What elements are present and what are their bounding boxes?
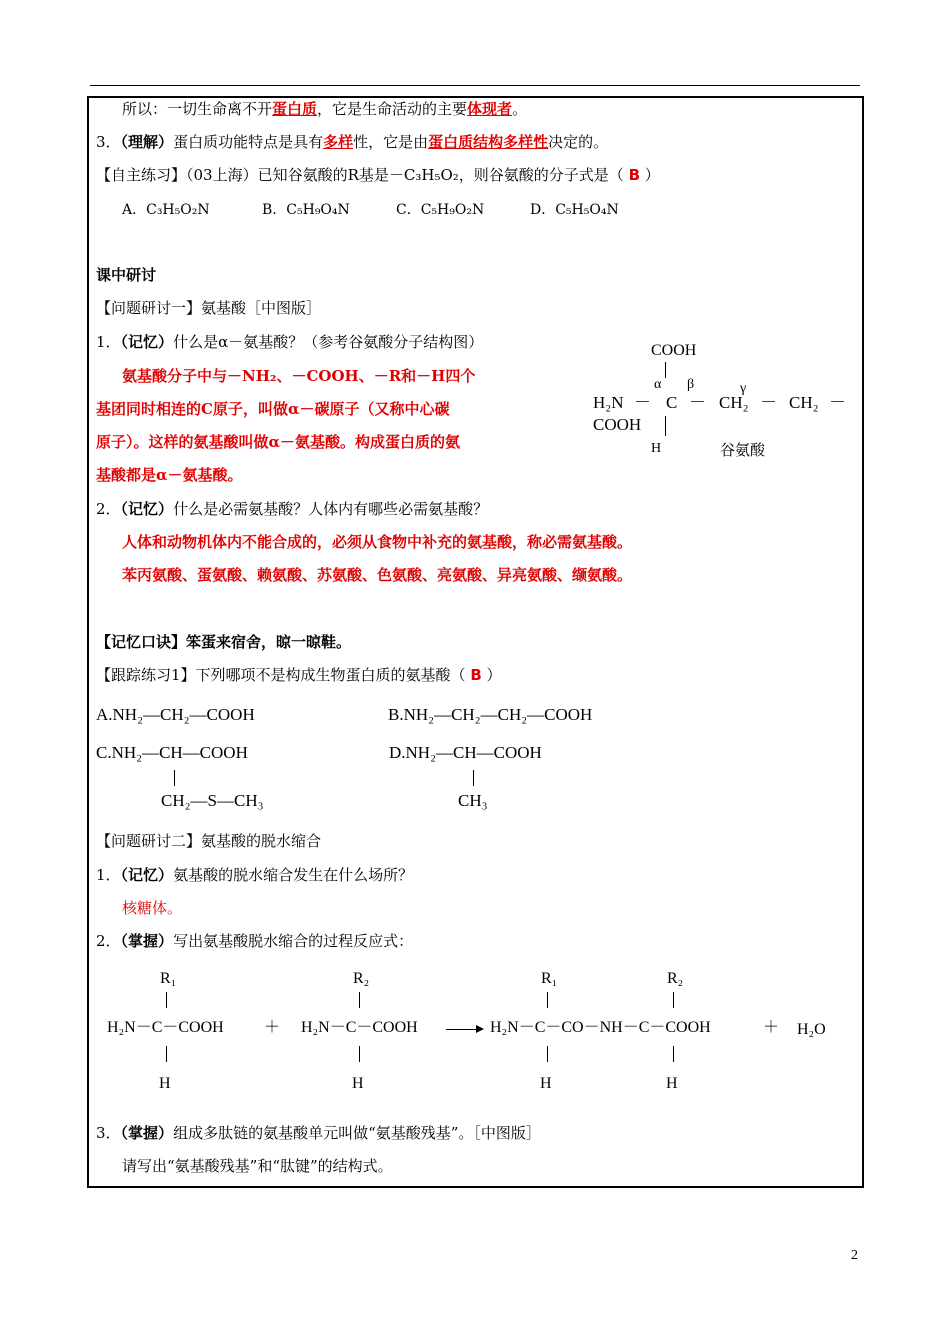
topic1-a1-line-3: 原子）。这样的氨基酸叫做α－氨基酸。构成蛋白质的氨 — [96, 433, 461, 451]
topic2-q3-line-2: 请写出“氨基酸残基”和“肽键”的结构式。 — [122, 1157, 393, 1175]
structure-dash: － — [634, 393, 651, 412]
structure-bond-top — [665, 362, 666, 378]
topic1-heading: 【问题研讨一】氨基酸［中图版］ — [96, 299, 322, 317]
reaction-bond — [166, 1046, 167, 1062]
topic1-a1-line-1: 氨基酸分子中与－NH₂、－COOH、－R和－H四个 — [122, 367, 476, 385]
topic2-q3: 3．（掌握）组成多肽链的氨基酸单元叫做“氨基酸残基”。［中图版］ — [96, 1124, 541, 1142]
topic1-a2-line-1: 人体和动物机体内不能合成的，必须从食物中补充的氨基酸，称必需氨基酸。 — [122, 533, 633, 551]
structure-hydrogen: H — [651, 441, 662, 456]
structure-bond-bottom — [665, 416, 666, 436]
structure-gamma: γ — [740, 381, 747, 396]
structure-cooh-end: COOH — [593, 415, 642, 434]
reaction-r1-right: R₁ — [541, 970, 558, 987]
track-exercise-question: 【跟踪练习1】下列哪项不是构成生物蛋白质的氨基酸（ B ） — [96, 666, 502, 684]
reaction-bond — [166, 992, 167, 1008]
reaction-r2-left: R₂ — [353, 970, 370, 987]
topic1-a2-line-2: 苯丙氨酸、蛋氨酸、赖氨酸、苏氨酸、色氨酸、亮氨酸、异亮氨酸、缬氨酸。 — [122, 566, 633, 584]
structure-carbon: C — [666, 393, 678, 412]
summary-line-2: 3．（理解）蛋白质功能特点是具有多样性，它是由蛋白质结构多样性决定的。 — [96, 133, 609, 151]
keyword-structure-diversity: 蛋白质结构多样性 — [428, 133, 549, 151]
reaction-bond — [359, 992, 360, 1008]
reaction-h: H — [352, 1075, 364, 1092]
structure-beta: β — [687, 377, 695, 392]
track-option-a: A.NH₂—CH₂—COOH — [96, 705, 255, 724]
header-rule — [90, 85, 860, 86]
topic2-q2: 2．（掌握）写出氨基酸脱水缩合的过程反应式： — [96, 932, 414, 950]
keyword-protein: 蛋白质 — [272, 100, 318, 118]
structure-ch2-b: CH₂ — [789, 393, 819, 412]
summary-line-1: 所以：一切生命离不开蛋白质，它是生命活动的主要体现者。 — [122, 100, 528, 118]
reaction-bond — [547, 992, 548, 1008]
keyword-embodier: 体现者 — [467, 100, 513, 118]
topic2-a1: 核糖体。 — [122, 899, 183, 917]
track-exercise-answer: B — [470, 666, 482, 684]
option-c: C．C₅H₉O₂N — [396, 202, 485, 218]
track-option-d: D.NH₂—CH—COOH — [389, 743, 542, 762]
track-option-c-side-chain: CH₂—S—CH₃ — [161, 791, 264, 810]
reaction-bond — [673, 1046, 674, 1062]
option-d-bond — [473, 770, 474, 786]
reaction-h: H — [666, 1075, 678, 1092]
mnemonic: 【记忆口诀】笨蛋来宿舍，晾一晾鞋。 — [96, 633, 352, 651]
structure-alpha: α — [654, 377, 662, 392]
reaction-water: H₂O — [797, 1021, 826, 1038]
reaction-arrow-icon — [446, 1029, 482, 1030]
reaction-amino-acid-2: H₂N－C－COOH — [301, 1019, 418, 1036]
topic1-q2: 2．（记忆）什么是必需氨基酸？人体内有哪些必需氨基酸？ — [96, 500, 489, 518]
structure-amine: H₂N — [593, 393, 624, 412]
topic1-a1-line-4: 基酸都是α－氨基酸。 — [96, 466, 243, 484]
structure-dash: － — [829, 393, 846, 412]
reaction-h: H — [540, 1075, 552, 1092]
self-exercise-question: 【自主练习】（03上海）已知谷氨酸的R基是－C₃H₅O₂，则谷氨酸的分子式是（ B ） — [96, 166, 660, 184]
topic1-a1-line-2: 基团同时相连的C原子，叫做α－碳原子（又称中心碳 — [96, 400, 450, 418]
structure-dash: － — [689, 393, 706, 412]
reaction-amino-acid-1: H₂N－C－COOH — [107, 1019, 224, 1036]
topic2-q1: 1．（记忆）氨基酸的脱水缩合发生在什么场所？ — [96, 866, 414, 884]
reaction-bond — [673, 992, 674, 1008]
track-option-b: B.NH₂—CH₂—CH₂—COOH — [388, 705, 593, 724]
reaction-plus-2: ＋ — [763, 1019, 780, 1036]
track-option-c: C.NH₂—CH—COOH — [96, 743, 248, 762]
structure-dash: － — [760, 393, 777, 412]
option-d: D．C₅H₅O₄N — [530, 202, 619, 218]
topic2-heading: 【问题研讨二】氨基酸的脱水缩合 — [96, 832, 322, 850]
option-a: A．C₃H₅O₂N — [122, 202, 210, 218]
page-number: 2 — [851, 1248, 858, 1263]
keyword-diversity: 多样 — [323, 133, 354, 151]
reaction-r2-right: R₂ — [667, 970, 684, 987]
reaction-dipeptide: H₂N－C－CO－NH－C－COOH — [490, 1019, 711, 1036]
reaction-bond — [359, 1046, 360, 1062]
reaction-plus-1: ＋ — [264, 1019, 281, 1036]
structure-name: 谷氨酸 — [720, 441, 766, 459]
option-c-bond — [174, 770, 175, 786]
self-exercise-answer: B — [628, 166, 640, 184]
structure-ch2-a: CH₂ — [719, 393, 749, 412]
option-b: B．C₅H₉O₄N — [262, 202, 350, 218]
structure-cooh-top: COOH — [651, 342, 697, 359]
track-option-d-side-chain: CH₃ — [458, 791, 488, 810]
reaction-h: H — [159, 1075, 171, 1092]
reaction-r1-left: R₁ — [160, 970, 177, 987]
reaction-bond — [547, 1046, 548, 1062]
topic1-q1: 1．（记忆）什么是α－氨基酸？（参考谷氨酸分子结构图） — [96, 333, 484, 351]
section-title: 课中研讨 — [96, 266, 157, 284]
